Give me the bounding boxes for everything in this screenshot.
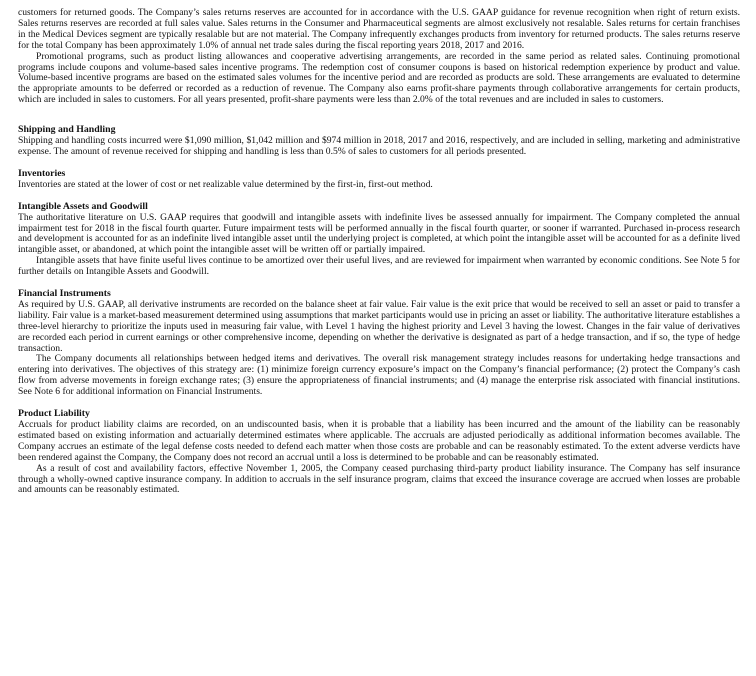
inventories-heading: Inventories: [18, 167, 66, 179]
promotional-programs-paragraph: Promotional programs, such as product listing allowances and cooperative advertising arrangements, are recorded in the same period as related sales. Continuing promotional programs include coupons and volume-based sales incentive programs. The redemption cost of consumer coupons is based on historical redemption experience by product and value. Volume-based incentive programs are based on the estimated sales volumes for the incentive period and are recorded as products are sold. These arrangements are evaluated to determine the appropriate amounts to be deferred or recorded as a reduction of revenue. The Company also earns profit-share payments through collaborative arrangements for certain products, which are included in sales to customers. For all years presented, profit-share payments were less than 2.0% of the total revenues and are included in sales to customers.: [18, 50, 740, 106]
intangibles-paragraph-2: Intangible assets that have finite useful lives continue to be amortized over their useful lives, and are reviewed for impairment when warranted by economic conditions. See Note 5 for further details on Intangible Assets and Goodwill.: [18, 255, 740, 278]
inventories-section: [18, 169, 740, 191]
product-liability-paragraph-1: Accruals for product liability claims are recorded, on an undiscounted basis, when it is probable that a liability has been incurred and the amount of the liability can be reasonably estimated based on existing information and actuarially determined estimates where applicable. The accruals are adjusted periodically as additional information becomes available. The Company accrues an estimate of the legal defense costs needed to defend each matter when those costs are probable and can be reasonably estimated. To the extent adverse verdicts have been rendered against the Company, the Company does not record an accrual until a loss is determined to be probable and can be reasonably estimated.: [18, 419, 740, 463]
product-liability-paragraph-2: As a result of cost and availability factors, effective November 1, 2005, the Company ceased purchasing third-party product liability insurance. The Company has self insurance through a wholly-owned captive insurance company. In addition to accruals in the self insurance program, claims that exceed the insurance coverage are accrued when losses are probable and amounts can be reasonably estimated.: [18, 462, 740, 496]
intangibles-heading: Intangible Assets and Goodwill: [18, 200, 148, 212]
shipping-heading: Shipping and Handling: [18, 124, 116, 136]
inventories-paragraph: Inventories are stated at the lower of cost or net realizable value determined by the first-in, first-out method.: [18, 178, 433, 190]
financial-instruments-paragraph-2: The Company documents all relationships between hedged items and derivatives. The overall risk management strategy includes reasons for undertaking hedge transactions and entering into derivatives. The objectives of this strategy are: (1) minimize foreign currency exposure’s impact on the Company’s financial performance; (2) protect the Company’s cash flow from adverse movements in foreign exchange rates; (3) ensure the appropriateness of financial instruments; and (4) manage the enterprise risk associated with financial institutions. See Note 6 for additional information on Financial Instruments.: [18, 353, 740, 398]
financial-instruments-heading: Financial Instruments: [18, 288, 111, 300]
product-liability-section: [18, 409, 740, 496]
shipping-paragraph: Shipping and handling costs incurred were $1,090 million, $1,042 million and $974 million in 2018, 2017 and 2016, respectively, and are included in selling, marketing and administrative expense. The amount of revenue received for shipping and handling is less than 0.5% of sales to customers for all periods presented.: [18, 135, 740, 157]
shipping-section: [18, 125, 740, 158]
financial-instruments-section: [18, 289, 740, 398]
financial-instruments-paragraph-1: As required by U.S. GAAP, all derivative instruments are recorded on the balance sheet at fair value. Fair value is the exit price that would be received to sell an asset or paid to transfer a liability. Fair value is a market-based measurement determined using assumptions that market participants would use in pricing an asset or liability. The authoritative literature establishes a three-level hierarchy to prioritize the inputs used in measuring fair value, with Level 1 having the highest priority and Level 3 having the lowest. Changes in the fair value of derivatives are recorded each period in current earnings or other comprehensive income, depending on whether the derivative is designated as part of a hedge transaction, and if so, the type of hedge transaction.: [18, 298, 740, 354]
sales-returns-paragraph: customers for returned goods. The Company’s sales returns reserves are accounted for in accordance with the U.S. GAAP guidance for revenue recognition when right of return exists. Sales returns reserves are recorded at full sales value. Sales returns in the Consumer and Pharmaceutical segments are almost exclusively not resalable. Sales returns for certain franchises in the Medical Devices segment are typically resalable but are not material. The Company infrequently exchanges products from inventory for returned products. The sales returns reserve for the total Company has been approximately 1.0% of annual net trade sales during the fiscal reporting years 2018, 2017 and 2016.: [18, 7, 740, 51]
intangibles-section: [18, 202, 740, 278]
intangibles-paragraph-1: The authoritative literature on U.S. GAAP requires that goodwill and intangible assets with indefinite lives be assessed annually for impairment. The Company completed the annual impairment test for 2018 in the fiscal fourth quarter. Future impairment tests will be performed annually in the fiscal fourth quarter, or sooner if warranted. Purchased in-process research and development is accounted for as an indefinite lived intangible asset until the underlying project is completed, at which point the intangible asset will be accounted for as a definite lived intangible asset, or abandoned, at which point the intangible asset will be written off or partially impaired.: [18, 211, 740, 256]
document-page: [18, 8, 740, 496]
revenue-continued-section: [18, 8, 740, 106]
product-liability-heading: Product Liability: [18, 408, 90, 420]
